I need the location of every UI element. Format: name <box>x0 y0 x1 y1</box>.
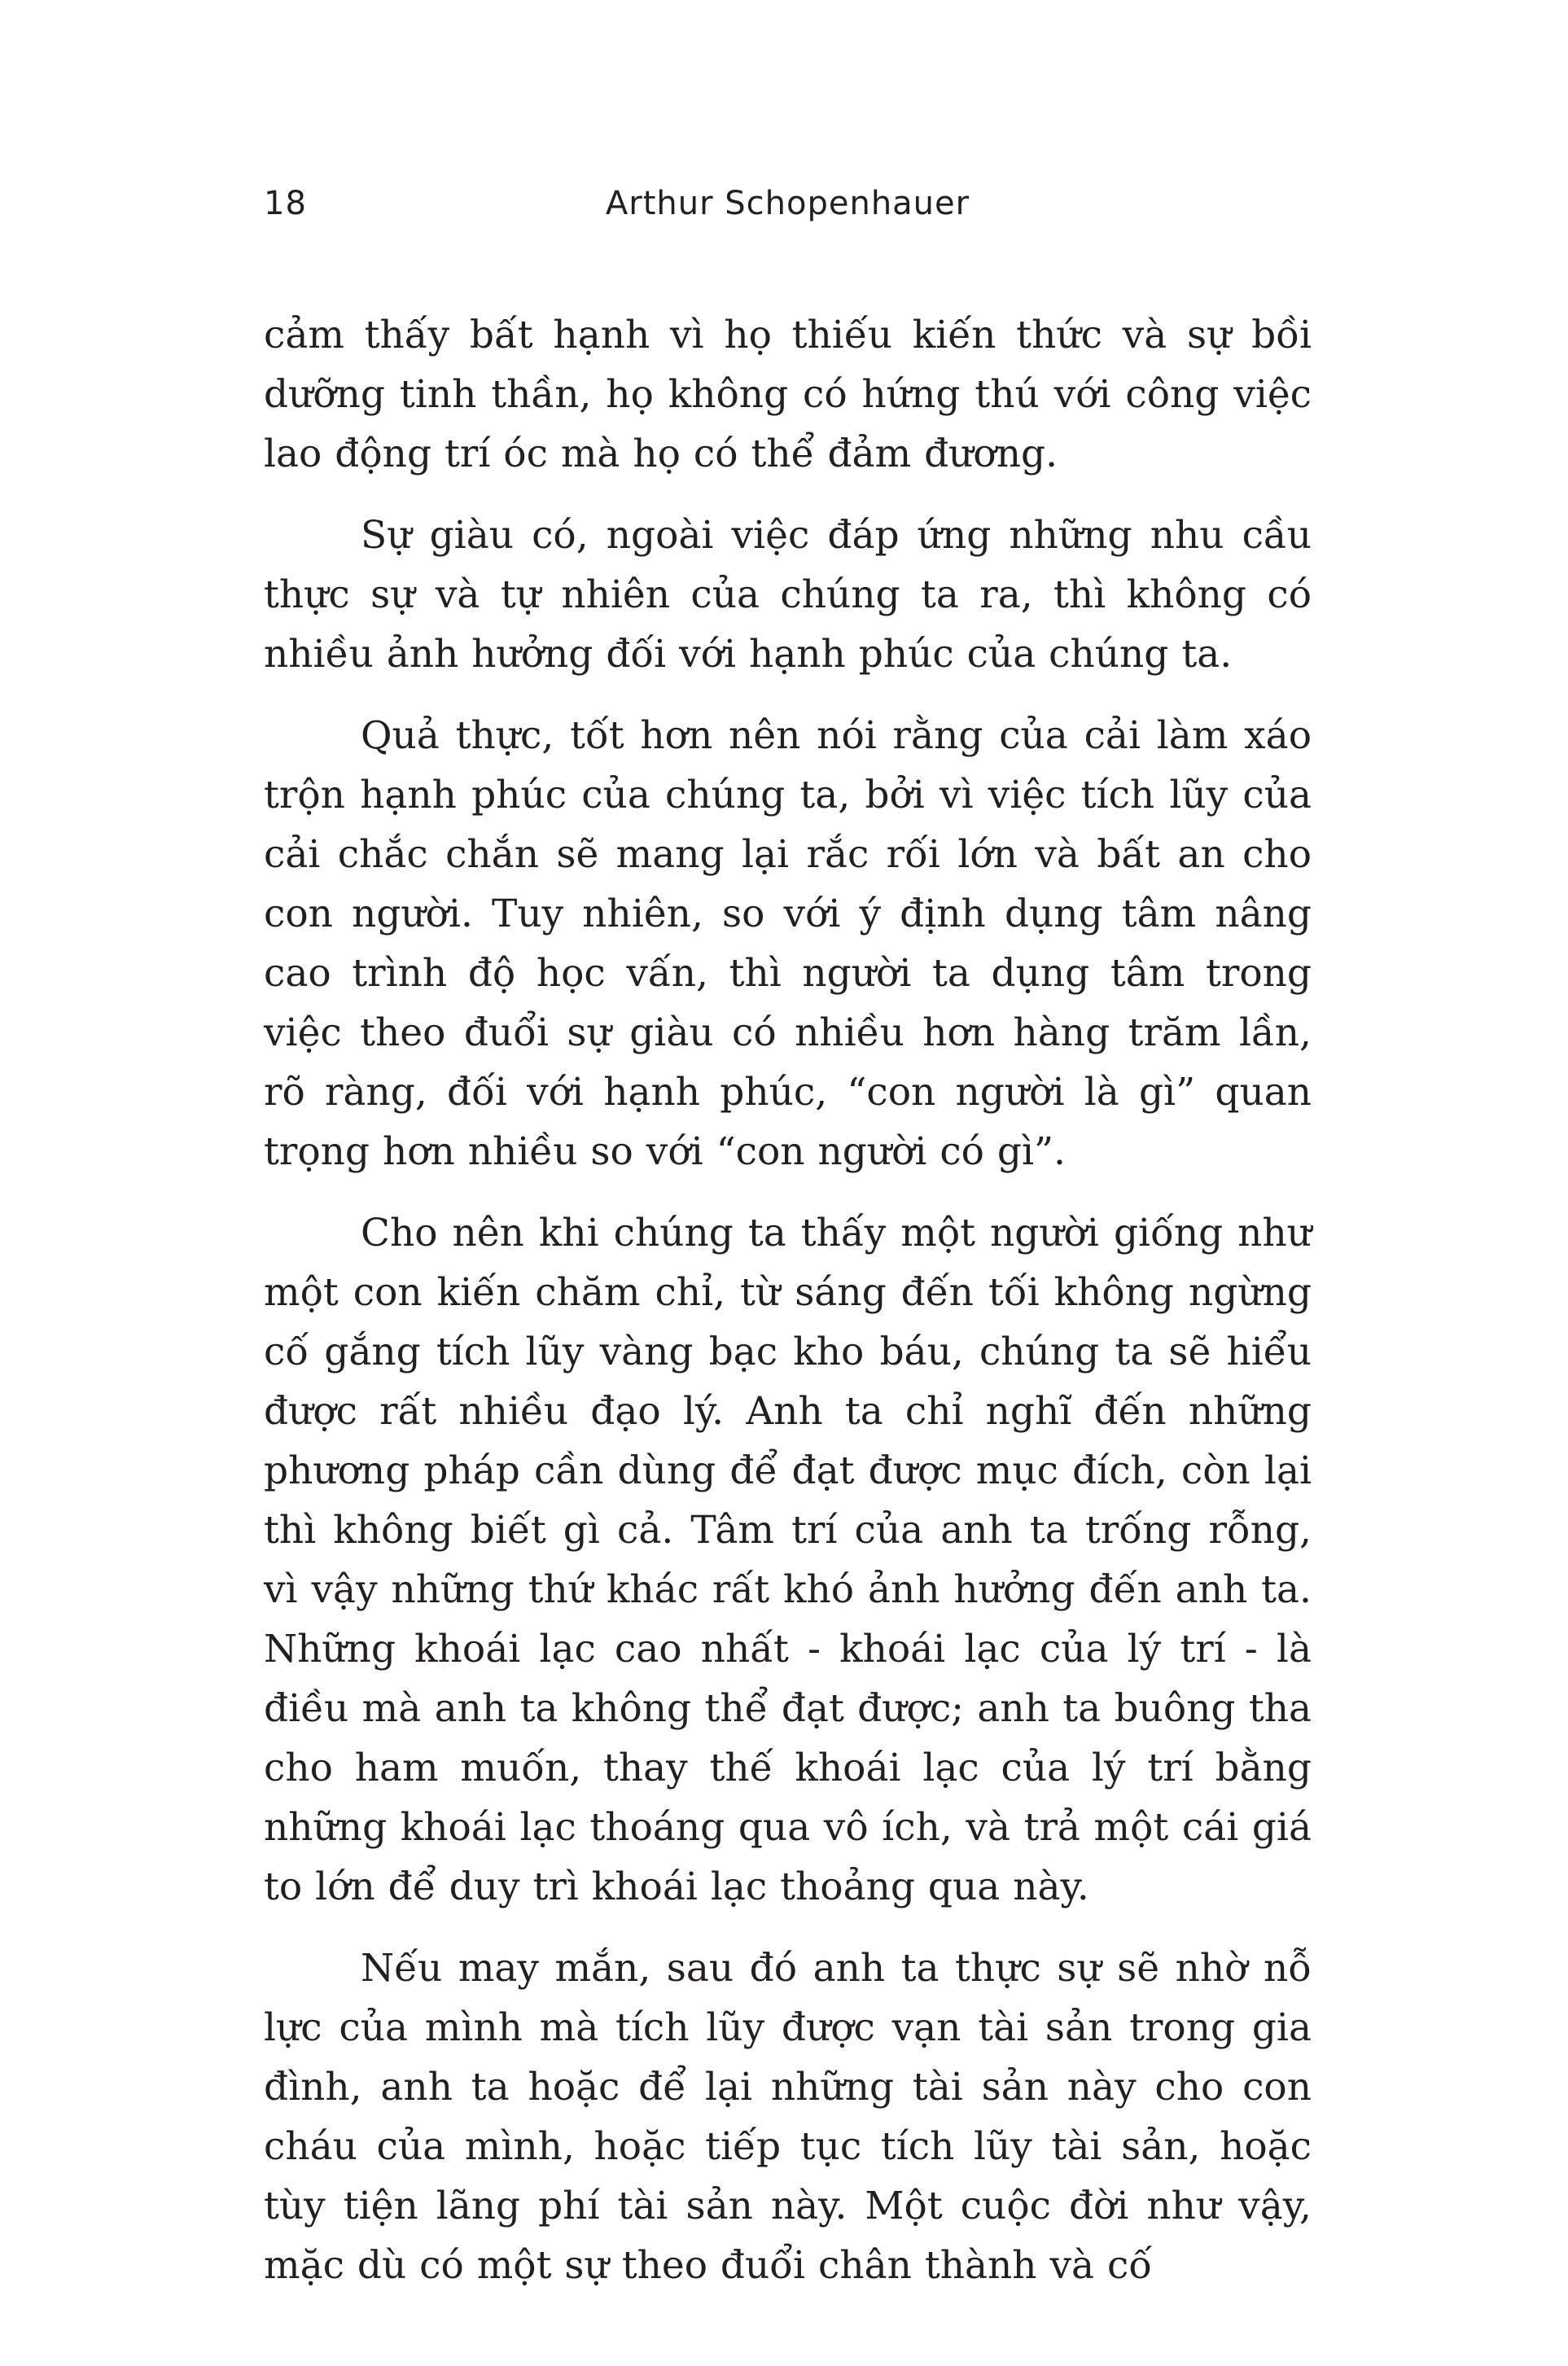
paragraph: Cho nên khi chúng ta thấy một người giống như một con kiến chăm chỉ, từ sáng đến tối không ngừng cố gắng tích lũy vàng bạc kho báu, chúng ta sẽ hiểu được rất nhiều đạo lý. Anh ta chỉ nghĩ đến những phương pháp cần dùng để đạt được mục đích, còn lại thì không biết gì cả. Tâm trí của anh ta trống rỗng, vì vậy những thứ khác rất khó ảnh hưởng đến anh ta. Những khoái lạc cao nhất - khoái lạc của lý trí - là điều mà anh ta không thể đạt được; anh ta buông tha cho ham muốn, thay thế khoái lạc của lý trí bằng những khoái lạc thoáng qua vô ích, và trả một cái giá to lớn để duy trì khoái lạc thoảng qua này. <box>264 1211 1312 1909</box>
paragraph: Sự giàu có, ngoài việc đáp ứng những nhu cầu thực sự và tự nhiên của chúng ta ra, thì không có nhiều ảnh hưởng đối với hạnh phúc của chúng ta. <box>264 513 1312 677</box>
paragraph-continuation: cảm thấy bất hạnh vì họ thiếu kiến thức và sự bồi dưỡng tinh thần, họ không có hứng thú với công việc lao động trí óc mà họ có thể đảm đương. <box>264 313 1312 476</box>
body-text <box>264 305 1312 2295</box>
page-number: 18 <box>264 185 307 222</box>
paragraph: Nếu may mắn, sau đó anh ta thực sự sẽ nhờ nỗ lực của mình mà tích lũy được vạn tài sản trong gia đình, anh ta hoặc để lại những tài sản này cho con cháu của mình, hoặc tiếp tục tích lũy tài sản, hoặc tùy tiện lãng phí tài sản này. Một cuộc đời như vậy, mặc dù có một sự theo đuổi chân thành và cố <box>264 1946 1312 2288</box>
paragraph: Quả thực, tốt hơn nên nói rằng của cải làm xáo trộn hạnh phúc của chúng ta, bởi vì việc tích lũy của cải chắc chắn sẽ mang lại rắc rối lớn và bất an cho con người. Tuy nhiên, so với ý định dụng tâm nâng cao trình độ học vấn, thì người ta dụng tâm trong việc theo đuổi sự giàu có nhiều hơn hàng trăm lần, rõ ràng, đối với hạnh phúc, “con người là gì” quan trọng hơn nhiều so với “con người có gì”. <box>264 713 1312 1174</box>
running-header <box>264 181 1312 226</box>
running-title: Arthur Schopenhauer <box>605 185 970 222</box>
